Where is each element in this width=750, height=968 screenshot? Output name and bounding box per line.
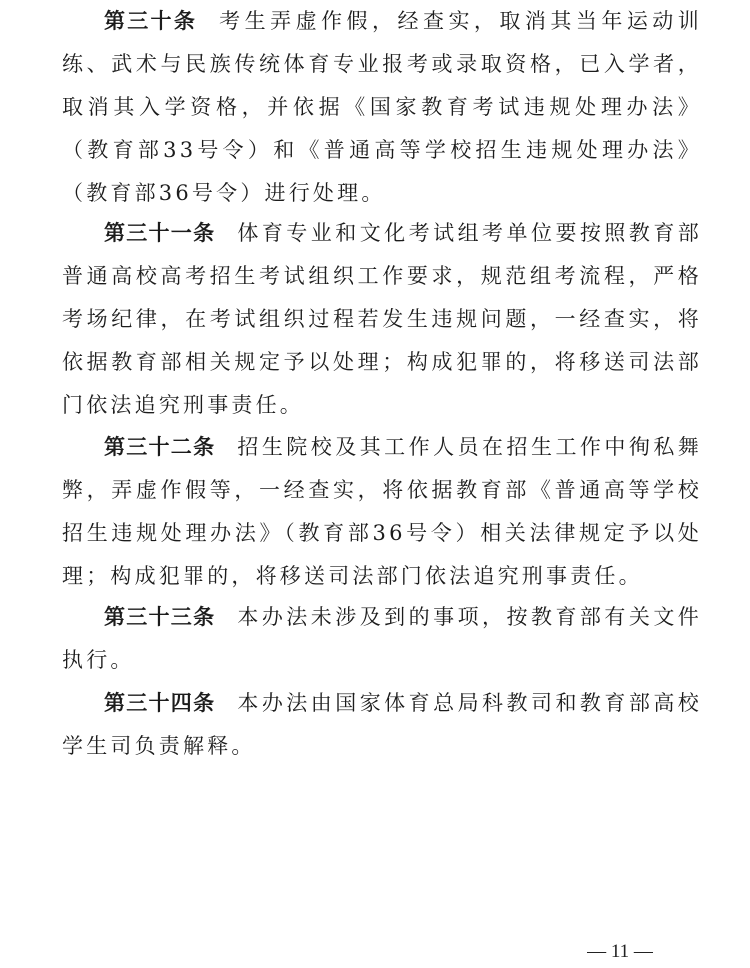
article-32 (62, 426, 702, 598)
article-30 (62, 0, 702, 215)
article-30-body: 考生弄虚作假，经查实，取消其当年运动训练、武术与民族传统体育专业报考或录取资格，已入学者，取消其入学资格，并依据《国家教育考试违规处理办法》（教育部33号令）和《普通高等学校招生违规处理办法》（教育部36号令）进行处理。 (62, 9, 702, 205)
article-31-body: 体育专业和文化考试组考单位要按照教育部普通高校高考招生考试组织工作要求，规范组考流程，严格考场纪律，在考试组织过程若发生违规问题，一经查实，将依据教育部相关规定予以处理；构成犯罪的，将移送司法部门依法追究刑事责任。 (62, 221, 702, 417)
article-33 (62, 596, 702, 682)
article-34-title: 第三十四条 (104, 691, 216, 715)
article-30-title: 第三十条 (104, 9, 198, 33)
page-number: — 11 — (587, 941, 653, 962)
article-32-title: 第三十二条 (104, 435, 216, 459)
article-32-body: 招生院校及其工作人员在招生工作中徇私舞弊，弄虚作假等，一经查实，将依据教育部《普通高等学校招生违规处理办法》（教育部36号令）相关法律规定予以处理；构成犯罪的，将移送司法部门依法追究刑事责任。 (62, 435, 702, 588)
article-34-body: 本办法由国家体育总局科教司和教育部高校学生司负责解释。 (62, 691, 702, 758)
article-34 (62, 682, 702, 768)
article-33-title: 第三十三条 (104, 605, 216, 629)
article-31 (62, 212, 702, 427)
article-31-title: 第三十一条 (104, 221, 216, 245)
article-33-body: 本办法未涉及到的事项，按教育部有关文件执行。 (62, 605, 702, 672)
